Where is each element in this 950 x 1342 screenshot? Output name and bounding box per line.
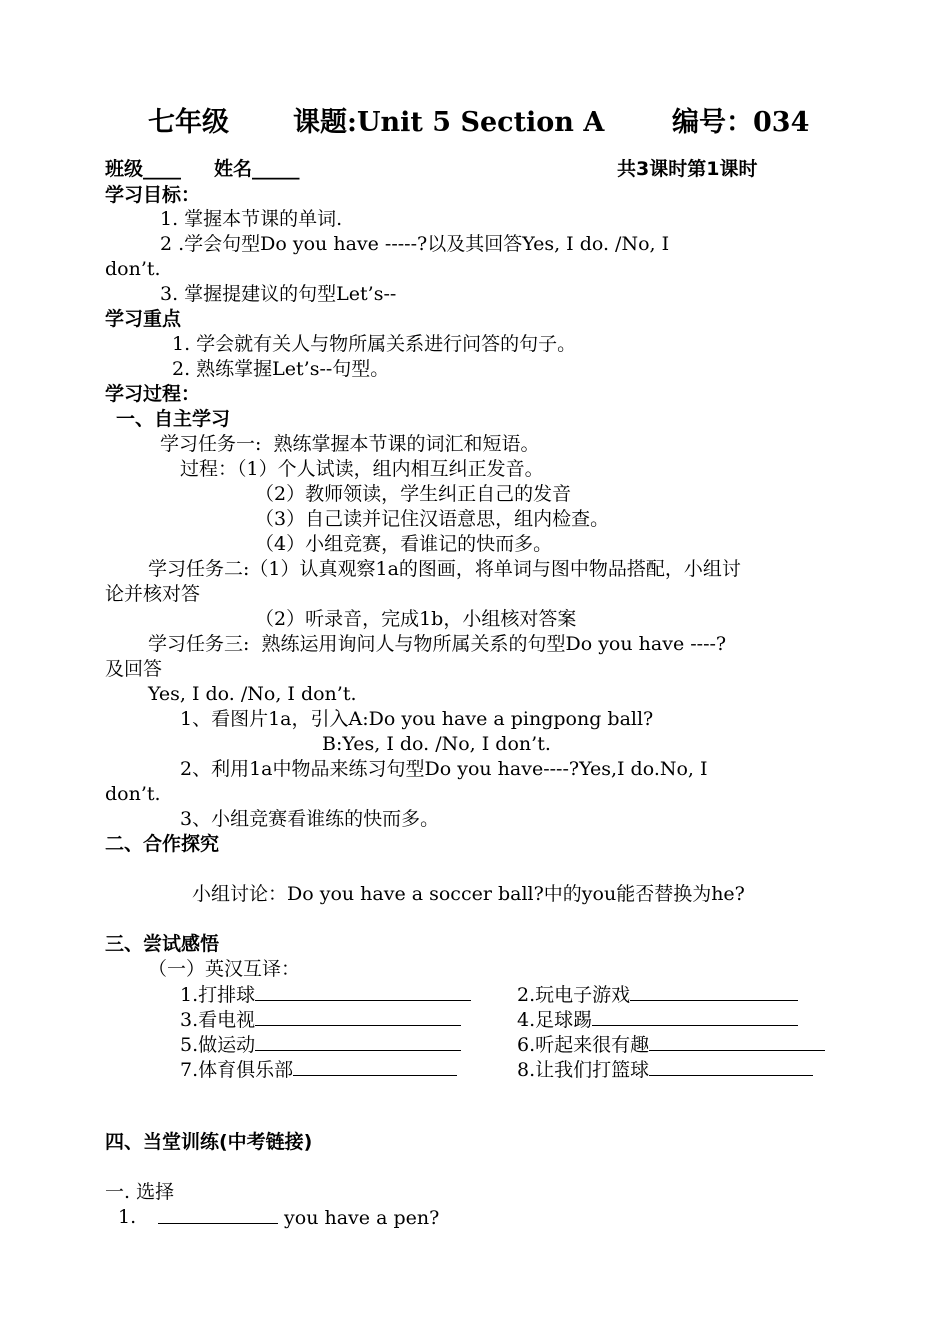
answer-blank[interactable]: [158, 1205, 278, 1224]
task-two: 学习任务二:（1）认真观察1a的图画，将单词与图中物品搭配，小组讨: [148, 558, 741, 580]
task-three-answer: Yes, I do. /No, I don’t.: [148, 683, 357, 705]
choice-subheading: 一. 选择: [105, 1181, 175, 1203]
task-two-step: （2）听录音，完成1b，小组核对答案: [255, 608, 577, 630]
process-heading: 学习过程：: [105, 383, 201, 405]
cooperation-heading: 二、合作探究: [105, 833, 220, 855]
answer-blank[interactable]: [255, 982, 471, 1001]
task-three: 学习任务三: 熟练运用询问人与物所属关系的句型Do you have ----?: [148, 633, 727, 655]
task-one-step: （4）小组竞赛，看谁记的快而多。: [255, 533, 553, 555]
translation-item: 7.体育俱乐部: [180, 1057, 457, 1083]
section-self-study: 一、自主学习: [116, 408, 231, 430]
translation-item: 5.做运动: [180, 1032, 461, 1058]
goal-item: don’t.: [105, 258, 161, 280]
task-one-step: 过程：（1）个人试读，组内相互纠正发音。: [180, 458, 544, 480]
translation-subheading: （一）英汉互译：: [148, 958, 301, 980]
focus-item: 2. 熟练掌握Let’s--句型。: [172, 358, 390, 380]
task-one: 学习任务一: 熟练掌握本节课的词汇和短语。: [160, 433, 540, 455]
translation-item: 1.打排球: [180, 982, 471, 1008]
translation-item: 2.玩电子游戏: [517, 982, 798, 1008]
translation-item: 6.听起来很有趣: [517, 1032, 825, 1058]
question-one: you have a pen?: [158, 1205, 439, 1231]
answer-blank[interactable]: [592, 1007, 798, 1026]
task-one-step: （2）教师领读，学生纠正自己的发音: [255, 483, 572, 505]
question-number: 1.: [118, 1206, 137, 1228]
goal-item: 2 .学会句型Do you have -----?以及其回答Yes, I do. /No, I: [160, 233, 670, 255]
attempt-heading: 三、尝试感悟: [105, 933, 220, 955]
answer-blank[interactable]: [649, 1032, 825, 1051]
answer-blank[interactable]: [649, 1057, 813, 1076]
practice-step: 1、看图片1a，引入A:Do you have a pingpong ball?: [180, 708, 654, 730]
practice-step: 2、利用1a中物品来练习句型Do you have----?Yes,I do.No, I: [180, 758, 708, 780]
goal-item: 3. 掌握提建议的句型Let’s--: [160, 283, 397, 305]
grade-label: 七年级: [148, 107, 229, 138]
answer-blank[interactable]: [293, 1057, 457, 1076]
goal-item: 1. 掌握本节课的单词.: [160, 208, 343, 230]
practice-heading: 四、当堂训练(中考链接): [105, 1131, 313, 1153]
answer-blank[interactable]: [255, 1032, 461, 1051]
focus-heading: 学习重点: [105, 308, 182, 330]
translation-item: 4.足球踢: [517, 1007, 798, 1033]
practice-step-cont: don’t.: [105, 783, 161, 805]
focus-item: 1. 学会就有关人与物所属关系进行问答的句子。: [172, 333, 577, 355]
topic-title: 课题:Unit 5 Section A: [293, 107, 605, 138]
translation-item: 8.让我们打篮球: [517, 1057, 813, 1083]
name-field: 姓名_____: [214, 158, 300, 180]
goals-heading: 学习目标：: [105, 184, 201, 206]
answer-blank[interactable]: [255, 1007, 461, 1026]
answer-blank[interactable]: [630, 982, 798, 1001]
translation-item: 3.看电视: [180, 1007, 461, 1033]
class-field: 班级____: [105, 158, 182, 180]
task-one-step: （3）自己读并记住汉语意思，组内检查。: [255, 508, 610, 530]
discussion-question: 小组讨论：Do you have a soccer ball?中的you能否替换为he?: [192, 883, 745, 905]
task-three-cont: 及回答: [105, 658, 163, 680]
practice-step: 3、小组竞赛看谁练的快而多。: [180, 808, 440, 830]
task-two-cont: 论并核对答: [105, 583, 201, 605]
practice-step-answer: B:Yes, I do. /No, I don’t.: [322, 733, 551, 755]
session-info: 共3课时第1课时: [617, 158, 758, 180]
doc-number: 编号：034: [672, 107, 810, 138]
